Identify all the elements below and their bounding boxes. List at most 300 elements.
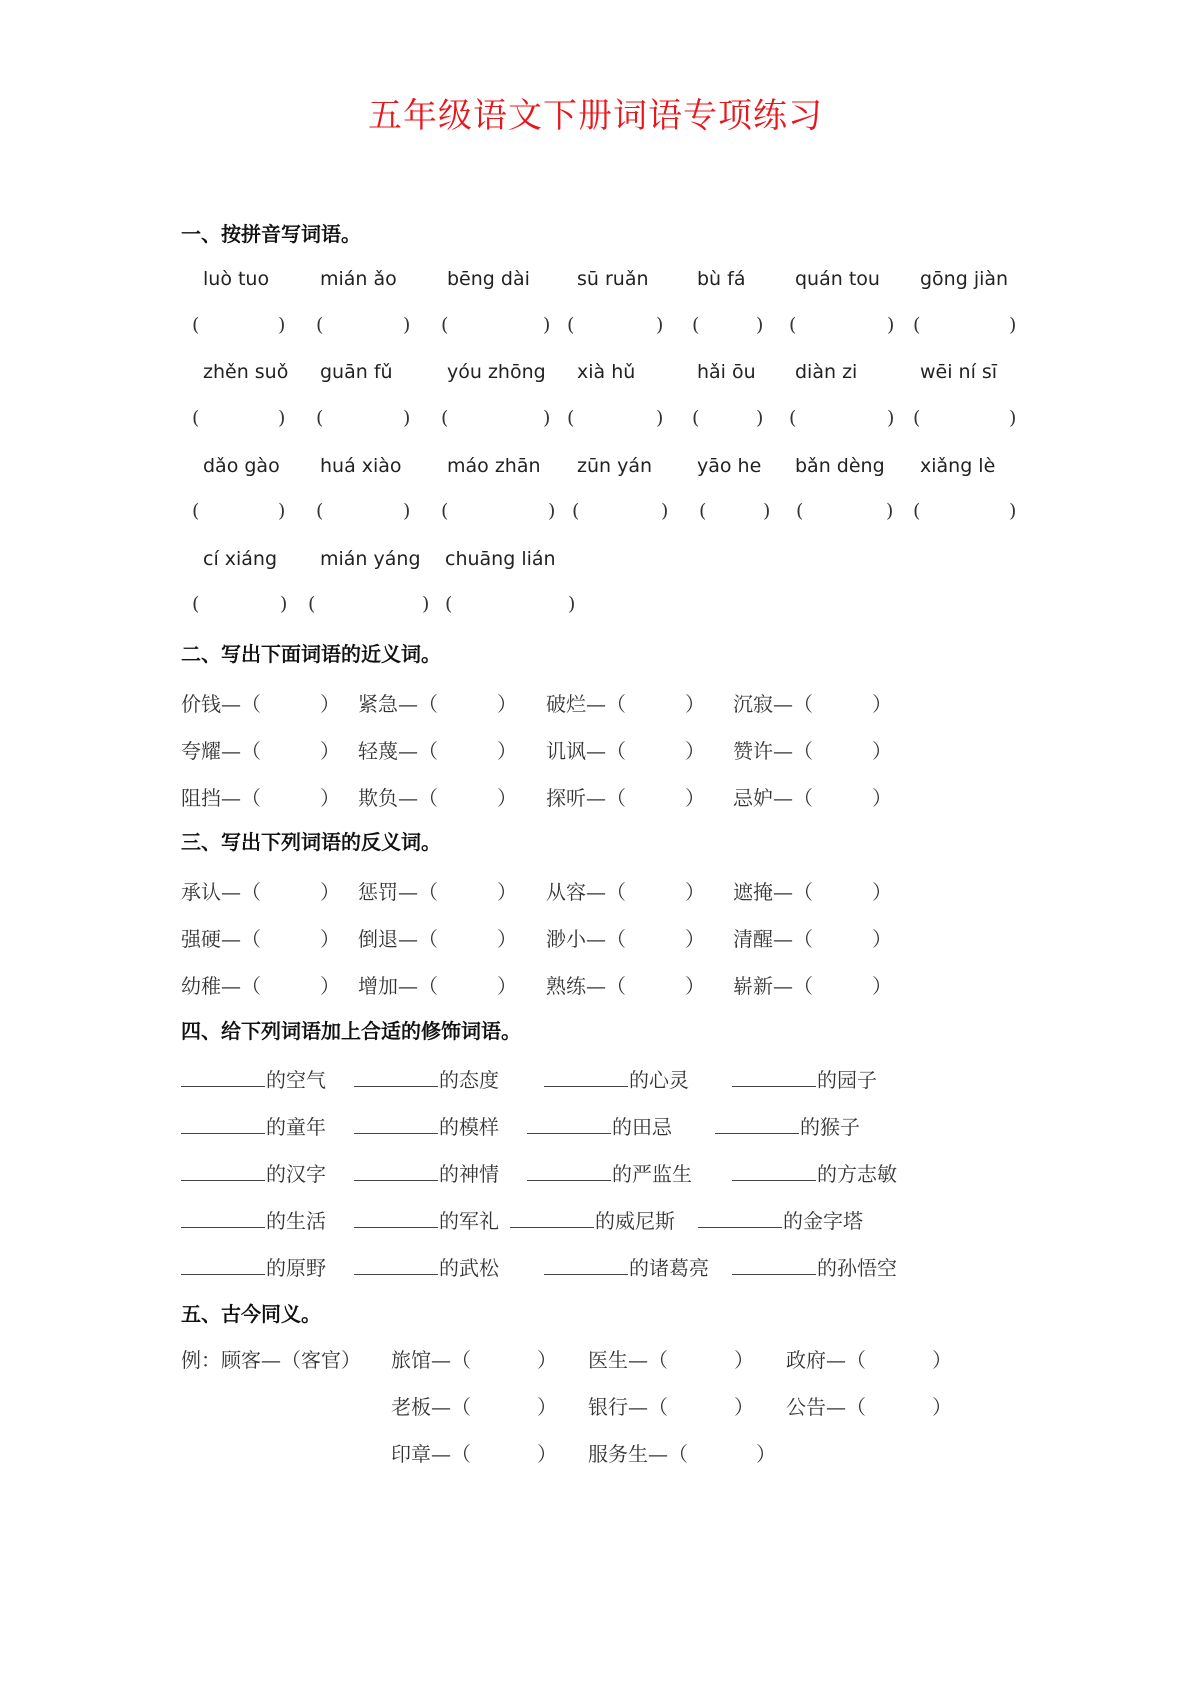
pinyin-prompt: guān fǔ bbox=[320, 361, 393, 383]
paren-open: —（ bbox=[586, 692, 626, 716]
paren-close: ） bbox=[872, 974, 892, 998]
section-1-heading: 一、按拼音写词语。 bbox=[181, 222, 361, 246]
answer-blank[interactable] bbox=[811, 874, 871, 900]
noun-label: 的田忌 bbox=[612, 1115, 672, 1139]
noun-label: 的猴子 bbox=[800, 1115, 860, 1139]
answer-paren-open: ( bbox=[567, 407, 575, 429]
paren-close: ） bbox=[537, 1348, 557, 1372]
word-label: 老板 bbox=[391, 1395, 431, 1419]
modifier-item bbox=[510, 1205, 675, 1234]
answer-blank[interactable] bbox=[436, 921, 496, 947]
fill-blank[interactable] bbox=[527, 1162, 611, 1181]
answer-blank[interactable] bbox=[436, 780, 496, 806]
answer-paren-open: ( bbox=[445, 593, 453, 615]
answer-blank[interactable] bbox=[436, 686, 496, 712]
noun-label: 的金字塔 bbox=[783, 1209, 863, 1233]
paren-open: —（ bbox=[221, 974, 261, 998]
word-label: 欺负 bbox=[358, 786, 398, 810]
fill-blank[interactable] bbox=[732, 1256, 816, 1275]
paren-close: ） bbox=[497, 927, 517, 951]
word-item bbox=[733, 970, 813, 999]
answer-paren-open: ( bbox=[692, 314, 700, 336]
modifier-item bbox=[527, 1158, 692, 1187]
fill-blank[interactable] bbox=[354, 1209, 438, 1228]
modifier-item bbox=[732, 1064, 877, 1093]
pinyin-prompt: bēng dài bbox=[447, 268, 530, 290]
paren-open: —（ bbox=[221, 739, 261, 763]
word-item bbox=[358, 782, 438, 811]
answer-blank[interactable] bbox=[811, 733, 871, 759]
answer-blank[interactable] bbox=[436, 733, 496, 759]
word-label: 崭新 bbox=[733, 974, 773, 998]
answer-blank[interactable] bbox=[455, 498, 544, 524]
noun-label: 的空气 bbox=[266, 1068, 326, 1092]
word-item bbox=[733, 923, 813, 952]
paren-open: —（ bbox=[773, 739, 813, 763]
word-label: 银行 bbox=[588, 1395, 628, 1419]
word-item bbox=[391, 1344, 471, 1373]
answer-blank[interactable] bbox=[330, 405, 399, 431]
answer-paren-close: ) bbox=[1009, 314, 1017, 336]
answer-blank[interactable] bbox=[811, 968, 871, 994]
answer-paren-close: ) bbox=[1009, 500, 1017, 522]
paren-close: ） bbox=[320, 880, 340, 904]
modifier-item bbox=[544, 1064, 689, 1093]
word-label: 公告 bbox=[786, 1395, 826, 1419]
word-label: 阻挡 bbox=[181, 786, 221, 810]
noun-label: 的心灵 bbox=[629, 1068, 689, 1092]
paren-open: —（ bbox=[221, 786, 261, 810]
answer-paren-close: ) bbox=[568, 593, 576, 615]
answer-blank[interactable] bbox=[259, 968, 319, 994]
paren-close: ） bbox=[320, 739, 340, 763]
answer-blank[interactable] bbox=[706, 405, 752, 431]
answer-paren-open: ( bbox=[789, 314, 797, 336]
word-label: 夸耀 bbox=[181, 739, 221, 763]
fill-blank[interactable] bbox=[715, 1115, 799, 1134]
noun-label: 的武松 bbox=[439, 1256, 499, 1280]
fill-blank[interactable] bbox=[181, 1209, 265, 1228]
pinyin-prompt: diàn zi bbox=[795, 361, 858, 383]
paren-open: —（ bbox=[586, 786, 626, 810]
word-label: 倒退 bbox=[358, 927, 398, 951]
answer-blank[interactable] bbox=[259, 921, 319, 947]
answer-blank[interactable] bbox=[259, 733, 319, 759]
page-title: 五年级语文下册词语专项练习 bbox=[368, 96, 823, 136]
pinyin-prompt: bù fá bbox=[697, 268, 746, 290]
noun-label: 的严监生 bbox=[612, 1162, 692, 1186]
answer-blank[interactable] bbox=[459, 591, 564, 617]
answer-blank[interactable] bbox=[206, 498, 274, 524]
answer-blank[interactable] bbox=[455, 405, 539, 431]
paren-open: —（ bbox=[628, 1395, 668, 1419]
noun-label: 的原野 bbox=[266, 1256, 326, 1280]
answer-paren-close: ) bbox=[278, 407, 286, 429]
word-label: 赞许 bbox=[733, 739, 773, 763]
answer-blank[interactable] bbox=[810, 498, 882, 524]
noun-label: 的童年 bbox=[266, 1115, 326, 1139]
answer-blank[interactable] bbox=[803, 405, 883, 431]
pinyin-prompt: yāo he bbox=[697, 455, 762, 477]
example-text: 例：顾客—（客官） bbox=[181, 1348, 361, 1372]
paren-close: ） bbox=[320, 974, 340, 998]
answer-paren-close: ) bbox=[756, 407, 764, 429]
section-3-heading: 三、写出下列词语的反义词。 bbox=[181, 830, 441, 854]
pinyin-prompt: cí xiáng bbox=[203, 548, 278, 570]
paren-close: ） bbox=[734, 1348, 754, 1372]
paren-open: —（ bbox=[221, 692, 261, 716]
paren-close: ） bbox=[872, 927, 892, 951]
answer-blank[interactable] bbox=[624, 780, 684, 806]
paren-close: ） bbox=[685, 739, 705, 763]
pinyin-prompt: chuāng lián bbox=[445, 548, 556, 570]
modifier-item bbox=[698, 1205, 863, 1234]
answer-paren-open: ( bbox=[441, 314, 449, 336]
answer-paren-open: ( bbox=[192, 500, 200, 522]
answer-paren-open: ( bbox=[692, 407, 700, 429]
answer-blank[interactable] bbox=[330, 498, 399, 524]
pinyin-prompt: mián yáng bbox=[320, 548, 421, 570]
word-label: 医生 bbox=[588, 1348, 628, 1372]
paren-close: ） bbox=[756, 1442, 776, 1466]
paren-close: ） bbox=[685, 927, 705, 951]
paren-open: —（ bbox=[586, 880, 626, 904]
paren-close: ） bbox=[497, 880, 517, 904]
fill-blank[interactable] bbox=[354, 1068, 438, 1087]
word-label: 增加 bbox=[358, 974, 398, 998]
answer-paren-open: ( bbox=[796, 500, 804, 522]
pinyin-prompt: huá xiào bbox=[320, 455, 402, 477]
fill-blank[interactable] bbox=[732, 1068, 816, 1087]
word-item bbox=[181, 735, 261, 764]
answer-paren-close: ) bbox=[403, 407, 411, 429]
paren-open: —（ bbox=[773, 786, 813, 810]
paren-close: ） bbox=[932, 1395, 952, 1419]
pinyin-prompt: xiǎng lè bbox=[920, 455, 996, 477]
section-4-heading: 四、给下列词语加上合适的修饰词语。 bbox=[181, 1019, 521, 1043]
word-item bbox=[546, 688, 626, 717]
paren-open: —（ bbox=[398, 692, 438, 716]
answer-blank[interactable] bbox=[811, 921, 871, 947]
fill-blank[interactable] bbox=[698, 1209, 782, 1228]
word-label: 服务生 bbox=[588, 1442, 648, 1466]
answer-blank[interactable] bbox=[668, 1389, 728, 1415]
paren-open: —（ bbox=[826, 1395, 866, 1419]
answer-blank[interactable] bbox=[455, 312, 539, 338]
answer-blank[interactable] bbox=[624, 921, 684, 947]
answer-blank[interactable] bbox=[436, 874, 496, 900]
answer-paren-close: ) bbox=[548, 500, 556, 522]
paren-open: —（ bbox=[648, 1442, 688, 1466]
paren-close: ） bbox=[872, 880, 892, 904]
modifier-item bbox=[181, 1252, 326, 1281]
word-item bbox=[588, 1344, 668, 1373]
answer-paren-open: ( bbox=[192, 407, 200, 429]
paren-close: ） bbox=[685, 974, 705, 998]
fill-blank[interactable] bbox=[354, 1115, 438, 1134]
answer-blank[interactable] bbox=[471, 1436, 531, 1462]
answer-paren-close: ) bbox=[278, 314, 286, 336]
answer-paren-close: ) bbox=[543, 407, 551, 429]
noun-label: 的神情 bbox=[439, 1162, 499, 1186]
word-item bbox=[786, 1391, 866, 1420]
paren-close: ） bbox=[320, 786, 340, 810]
answer-paren-open: ( bbox=[308, 593, 316, 615]
answer-blank[interactable] bbox=[259, 686, 319, 712]
word-item bbox=[733, 782, 813, 811]
answer-blank[interactable] bbox=[259, 874, 319, 900]
word-item bbox=[358, 735, 438, 764]
word-item bbox=[391, 1438, 471, 1467]
paren-close: ） bbox=[872, 786, 892, 810]
word-label: 印章 bbox=[391, 1442, 431, 1466]
word-item bbox=[546, 876, 626, 905]
word-item bbox=[546, 735, 626, 764]
section-2-heading: 二、写出下面词语的近义词。 bbox=[181, 642, 441, 666]
answer-blank[interactable] bbox=[330, 312, 399, 338]
paren-close: ） bbox=[872, 692, 892, 716]
word-label: 沉寂 bbox=[733, 692, 773, 716]
answer-paren-open: ( bbox=[572, 500, 580, 522]
noun-label: 的方志敏 bbox=[817, 1162, 897, 1186]
answer-paren-close: ) bbox=[422, 593, 430, 615]
word-item bbox=[358, 970, 438, 999]
word-item bbox=[181, 876, 261, 905]
fill-blank[interactable] bbox=[544, 1256, 628, 1275]
pinyin-prompt: hǎi ōu bbox=[697, 361, 756, 383]
answer-paren-close: ) bbox=[656, 407, 664, 429]
answer-paren-close: ) bbox=[280, 593, 288, 615]
paren-open: —（ bbox=[773, 974, 813, 998]
word-label: 旅馆 bbox=[391, 1348, 431, 1372]
answer-blank[interactable] bbox=[471, 1342, 531, 1368]
word-label: 遮掩 bbox=[733, 880, 773, 904]
paren-open: —（ bbox=[431, 1348, 471, 1372]
word-item bbox=[391, 1391, 471, 1420]
noun-label: 的诸葛亮 bbox=[629, 1256, 709, 1280]
pinyin-prompt: máo zhān bbox=[447, 455, 541, 477]
word-label: 强硬 bbox=[181, 927, 221, 951]
answer-blank[interactable] bbox=[811, 686, 871, 712]
answer-paren-close: ) bbox=[887, 314, 895, 336]
answer-paren-open: ( bbox=[441, 500, 449, 522]
word-item bbox=[588, 1438, 688, 1467]
pinyin-prompt: mián ǎo bbox=[320, 268, 397, 290]
paren-open: —（ bbox=[398, 927, 438, 951]
fill-blank[interactable] bbox=[732, 1162, 816, 1181]
paren-open: —（ bbox=[221, 927, 261, 951]
modifier-item bbox=[354, 1158, 499, 1187]
answer-paren-close: ) bbox=[756, 314, 764, 336]
paren-close: ） bbox=[685, 786, 705, 810]
paren-open: —（ bbox=[773, 927, 813, 951]
pinyin-prompt: quán tou bbox=[795, 268, 880, 290]
answer-blank[interactable] bbox=[688, 1436, 748, 1462]
word-item bbox=[181, 782, 261, 811]
word-item bbox=[546, 782, 626, 811]
noun-label: 的生活 bbox=[266, 1209, 326, 1233]
fill-blank[interactable] bbox=[354, 1162, 438, 1181]
answer-paren-open: ( bbox=[913, 500, 921, 522]
modifier-item bbox=[354, 1252, 499, 1281]
answer-blank[interactable] bbox=[624, 968, 684, 994]
paren-close: ） bbox=[685, 692, 705, 716]
word-label: 忌妒 bbox=[733, 786, 773, 810]
word-label: 讥讽 bbox=[546, 739, 586, 763]
word-label: 破烂 bbox=[546, 692, 586, 716]
answer-blank[interactable] bbox=[581, 405, 652, 431]
answer-blank[interactable] bbox=[927, 312, 1005, 338]
word-item bbox=[546, 970, 626, 999]
noun-label: 的孙悟空 bbox=[817, 1256, 897, 1280]
answer-blank[interactable] bbox=[322, 591, 418, 617]
word-item bbox=[733, 735, 813, 764]
answer-blank[interactable] bbox=[436, 968, 496, 994]
paren-close: ） bbox=[497, 786, 517, 810]
word-label: 价钱 bbox=[181, 692, 221, 716]
noun-label: 的模样 bbox=[439, 1115, 499, 1139]
answer-blank[interactable] bbox=[811, 780, 871, 806]
answer-paren-open: ( bbox=[913, 314, 921, 336]
section-5-heading: 五、古今同义。 bbox=[181, 1302, 321, 1326]
modifier-item bbox=[181, 1205, 326, 1234]
fill-blank[interactable] bbox=[544, 1068, 628, 1087]
answer-paren-open: ( bbox=[192, 593, 200, 615]
modifier-item bbox=[181, 1064, 326, 1093]
word-label: 渺小 bbox=[546, 927, 586, 951]
modifier-item bbox=[181, 1158, 326, 1187]
fill-blank[interactable] bbox=[181, 1068, 265, 1087]
answer-paren-open: ( bbox=[699, 500, 707, 522]
paren-close: ） bbox=[872, 739, 892, 763]
answer-blank[interactable] bbox=[624, 733, 684, 759]
modifier-item bbox=[354, 1111, 499, 1140]
paren-close: ） bbox=[497, 739, 517, 763]
answer-paren-open: ( bbox=[192, 314, 200, 336]
modifier-item bbox=[354, 1064, 499, 1093]
answer-blank[interactable] bbox=[668, 1342, 728, 1368]
paren-close: ） bbox=[320, 692, 340, 716]
paren-open: —（ bbox=[398, 786, 438, 810]
pinyin-prompt: yóu zhōng bbox=[447, 361, 546, 383]
noun-label: 的威尼斯 bbox=[595, 1209, 675, 1233]
pinyin-prompt: sū ruǎn bbox=[577, 268, 649, 290]
answer-blank[interactable] bbox=[586, 498, 657, 524]
fill-blank[interactable] bbox=[181, 1162, 265, 1181]
answer-paren-close: ) bbox=[403, 314, 411, 336]
fill-blank[interactable] bbox=[527, 1115, 611, 1134]
pinyin-prompt: bǎn dèng bbox=[795, 455, 885, 477]
modifier-item bbox=[544, 1252, 709, 1281]
modifier-item bbox=[527, 1111, 672, 1140]
paren-open: —（ bbox=[586, 927, 626, 951]
paren-open: —（ bbox=[773, 692, 813, 716]
pinyin-prompt: luò tuo bbox=[203, 268, 270, 290]
answer-blank[interactable] bbox=[866, 1342, 926, 1368]
word-label: 熟练 bbox=[546, 974, 586, 998]
modifier-item bbox=[715, 1111, 860, 1140]
noun-label: 的汉字 bbox=[266, 1162, 326, 1186]
fill-blank[interactable] bbox=[181, 1115, 265, 1134]
answer-blank[interactable] bbox=[706, 312, 752, 338]
answer-blank[interactable] bbox=[259, 780, 319, 806]
paren-open: —（ bbox=[398, 974, 438, 998]
word-label: 清醒 bbox=[733, 927, 773, 951]
word-item bbox=[358, 876, 438, 905]
answer-paren-open: ( bbox=[789, 407, 797, 429]
paren-close: ） bbox=[497, 692, 517, 716]
word-item bbox=[181, 970, 261, 999]
pinyin-prompt: wēi ní sī bbox=[920, 361, 998, 383]
answer-blank[interactable] bbox=[206, 591, 276, 617]
answer-paren-close: ) bbox=[278, 500, 286, 522]
paren-open: —（ bbox=[221, 880, 261, 904]
paren-open: —（ bbox=[431, 1395, 471, 1419]
answer-blank[interactable] bbox=[471, 1389, 531, 1415]
answer-paren-open: ( bbox=[567, 314, 575, 336]
answer-blank[interactable] bbox=[803, 312, 883, 338]
word-label: 轻蔑 bbox=[358, 739, 398, 763]
answer-blank[interactable] bbox=[581, 312, 652, 338]
word-item bbox=[181, 688, 261, 717]
answer-blank[interactable] bbox=[206, 405, 274, 431]
paren-open: —（ bbox=[398, 880, 438, 904]
paren-close: ） bbox=[734, 1395, 754, 1419]
answer-paren-close: ) bbox=[403, 500, 411, 522]
paren-open: —（ bbox=[586, 974, 626, 998]
paren-close: ） bbox=[320, 927, 340, 951]
fill-blank[interactable] bbox=[181, 1256, 265, 1275]
pinyin-prompt: zhěn suǒ bbox=[203, 361, 289, 383]
modifier-item bbox=[181, 1111, 326, 1140]
answer-paren-open: ( bbox=[316, 407, 324, 429]
answer-paren-close: ) bbox=[763, 500, 771, 522]
paren-close: ） bbox=[685, 880, 705, 904]
paren-open: —（ bbox=[628, 1348, 668, 1372]
paren-open: —（ bbox=[398, 739, 438, 763]
pinyin-prompt: gōng jiàn bbox=[920, 268, 1009, 290]
word-item bbox=[588, 1391, 668, 1420]
modifier-item bbox=[732, 1158, 897, 1187]
pinyin-prompt: xià hǔ bbox=[577, 361, 636, 383]
noun-label: 的态度 bbox=[439, 1068, 499, 1092]
paren-open: —（ bbox=[586, 739, 626, 763]
noun-label: 的军礼 bbox=[439, 1209, 499, 1233]
word-label: 从容 bbox=[546, 880, 586, 904]
word-item bbox=[546, 923, 626, 952]
answer-blank[interactable] bbox=[927, 405, 1005, 431]
paren-close: ） bbox=[537, 1395, 557, 1419]
word-item bbox=[358, 688, 438, 717]
fill-blank[interactable] bbox=[354, 1256, 438, 1275]
answer-blank[interactable] bbox=[624, 686, 684, 712]
modifier-item bbox=[354, 1205, 499, 1234]
noun-label: 的园子 bbox=[817, 1068, 877, 1092]
word-label: 承认 bbox=[181, 880, 221, 904]
answer-blank[interactable] bbox=[927, 498, 1005, 524]
answer-blank[interactable] bbox=[206, 312, 274, 338]
answer-blank[interactable] bbox=[624, 874, 684, 900]
paren-close: ） bbox=[497, 974, 517, 998]
answer-paren-open: ( bbox=[913, 407, 921, 429]
paren-close: ） bbox=[537, 1442, 557, 1466]
answer-blank[interactable] bbox=[866, 1389, 926, 1415]
word-item bbox=[786, 1344, 866, 1373]
answer-blank[interactable] bbox=[713, 498, 759, 524]
fill-blank[interactable] bbox=[510, 1209, 594, 1228]
answer-paren-open: ( bbox=[441, 407, 449, 429]
word-label: 政府 bbox=[786, 1348, 826, 1372]
